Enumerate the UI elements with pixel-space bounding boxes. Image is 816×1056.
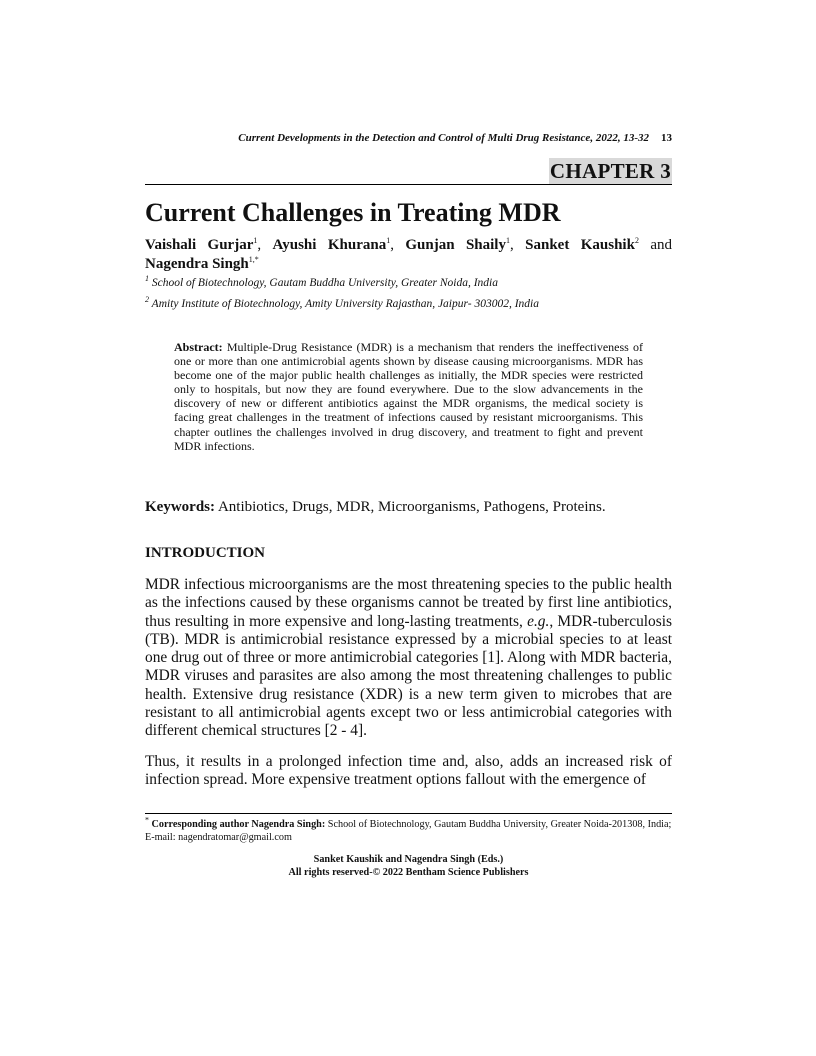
abstract-text: Multiple-Drug Resistance (MDR) is a mechanism that renders the ineffectiveness of one or more than one antimicrobial agents shown by disease causing microorganisms. MDR has become one of the major public health challenges as initially, the MDR species were restricted only to hospitals, but now they are found everywhere. Due to the slow advancements in the discovery of new or different antibiotics against the MDR organisms, the medical society is facing great challenges in the treatment of infections caused by resistant microorganisms. This chapter outlines the challenges involved in drug discovery, and treatment to fight and prevent MDR infections. xyxy=(174,340,643,453)
affiliation-text: Amity Institute of Biotechnology, Amity University Rajasthan, Jaipur- 303002, India xyxy=(151,298,539,310)
intro-p1-part-b: , MDR-tuberculosis (TB). MDR is antimicrobial resistance expressed by a microbial species to at least one drug out of three or more antimicrobial categories [1]. Along with MDR bacteria, MDR viruses and parasites are also among the most threatening challenges to public health. Extensive drug resistance (XDR) is a new term given to microbes that are resistant to all antimicrobial agents except two or less antimicrobial categories with different chemical structures [2 - 4]. xyxy=(145,612,672,740)
footnote xyxy=(145,815,672,844)
author-name: Nagendra Singh xyxy=(145,256,249,272)
affiliation-1 xyxy=(145,274,499,289)
footnote-divider xyxy=(145,813,672,814)
publisher-info xyxy=(145,854,672,879)
author-affiliation-mark: 1 xyxy=(505,236,510,245)
journal-year-pages: , 2022, 13-32 xyxy=(590,132,649,144)
chapter-label: CHAPTER 3 xyxy=(549,159,671,183)
intro-paragraph-1 xyxy=(145,576,672,741)
author-name: Ayushi Khurana xyxy=(272,237,387,253)
author-affiliation-mark: 1,* xyxy=(248,255,259,264)
rights-line: All rights reserved-© 2022 Bentham Science Publishers xyxy=(288,866,529,878)
running-head xyxy=(145,132,672,144)
footnote-label: Corresponding author Nagendra Singh: xyxy=(151,819,326,830)
footnote-marker: * xyxy=(145,815,149,825)
intro-paragraph-2: Thus, it results in a prolonged infection time and, also, adds an increased risk of infection spread. More expensive treatment options fallout with the emergence of xyxy=(145,753,672,789)
footnote-text: School of Biotechnology, Gautam Buddha University, Greater Noida-201308, India; E-mail: nagendratomar@gmail.com xyxy=(145,819,672,843)
author-name: Vaishali Gurjar xyxy=(145,237,254,253)
page-number: 13 xyxy=(661,132,672,144)
affiliation-mark: 1 xyxy=(145,274,149,284)
intro-p1-eg: e.g. xyxy=(527,612,550,630)
keywords xyxy=(145,499,606,516)
chapter-divider xyxy=(145,184,672,185)
author-affiliation-mark: 1 xyxy=(386,236,391,245)
editors-line: Sanket Kaushik and Nagendra Singh (Eds.) xyxy=(313,854,504,865)
author-affiliation-mark: 1 xyxy=(253,236,258,245)
journal-title: Current Developments in the Detection and Control of Multi Drug Resistance xyxy=(238,132,591,144)
section-heading-introduction: INTRODUCTION xyxy=(145,545,266,561)
keywords-text: Antibiotics, Drugs, MDR, Microorganisms, Pathogens, Proteins. xyxy=(217,499,606,515)
author-list: Vaishali Gurjar$^1$, Ayushi Khurana$^1$, Gunjan Shaily$^1$, Sanket Kaushik$^2$ and Nagendra Singh$^{1,*}$ xyxy=(145,236,673,272)
author-conjunction: and xyxy=(650,237,673,253)
author-name: Gunjan Shaily xyxy=(405,237,506,253)
affiliation-2 xyxy=(145,295,539,310)
abstract-label: Abstract: xyxy=(174,340,223,354)
keywords-label: Keywords: xyxy=(145,499,215,515)
intro-p1-part-a: MDR infectious microorganisms are the most threatening species to the public health as the infections caused by these organisms cannot be treated by first line antibiotics, thus resulting in more expensive and long-lasting treatments, xyxy=(145,576,672,630)
affiliation-text: School of Biotechnology, Gautam Buddha University, Greater Noida, India xyxy=(151,277,499,289)
author-affiliation-mark: 2 xyxy=(634,236,639,245)
abstract xyxy=(174,340,643,453)
affiliation-mark: 2 xyxy=(145,295,149,305)
chapter-title: Current Challenges in Treating MDR xyxy=(145,198,561,227)
author-name: Sanket Kaushik xyxy=(525,237,635,253)
